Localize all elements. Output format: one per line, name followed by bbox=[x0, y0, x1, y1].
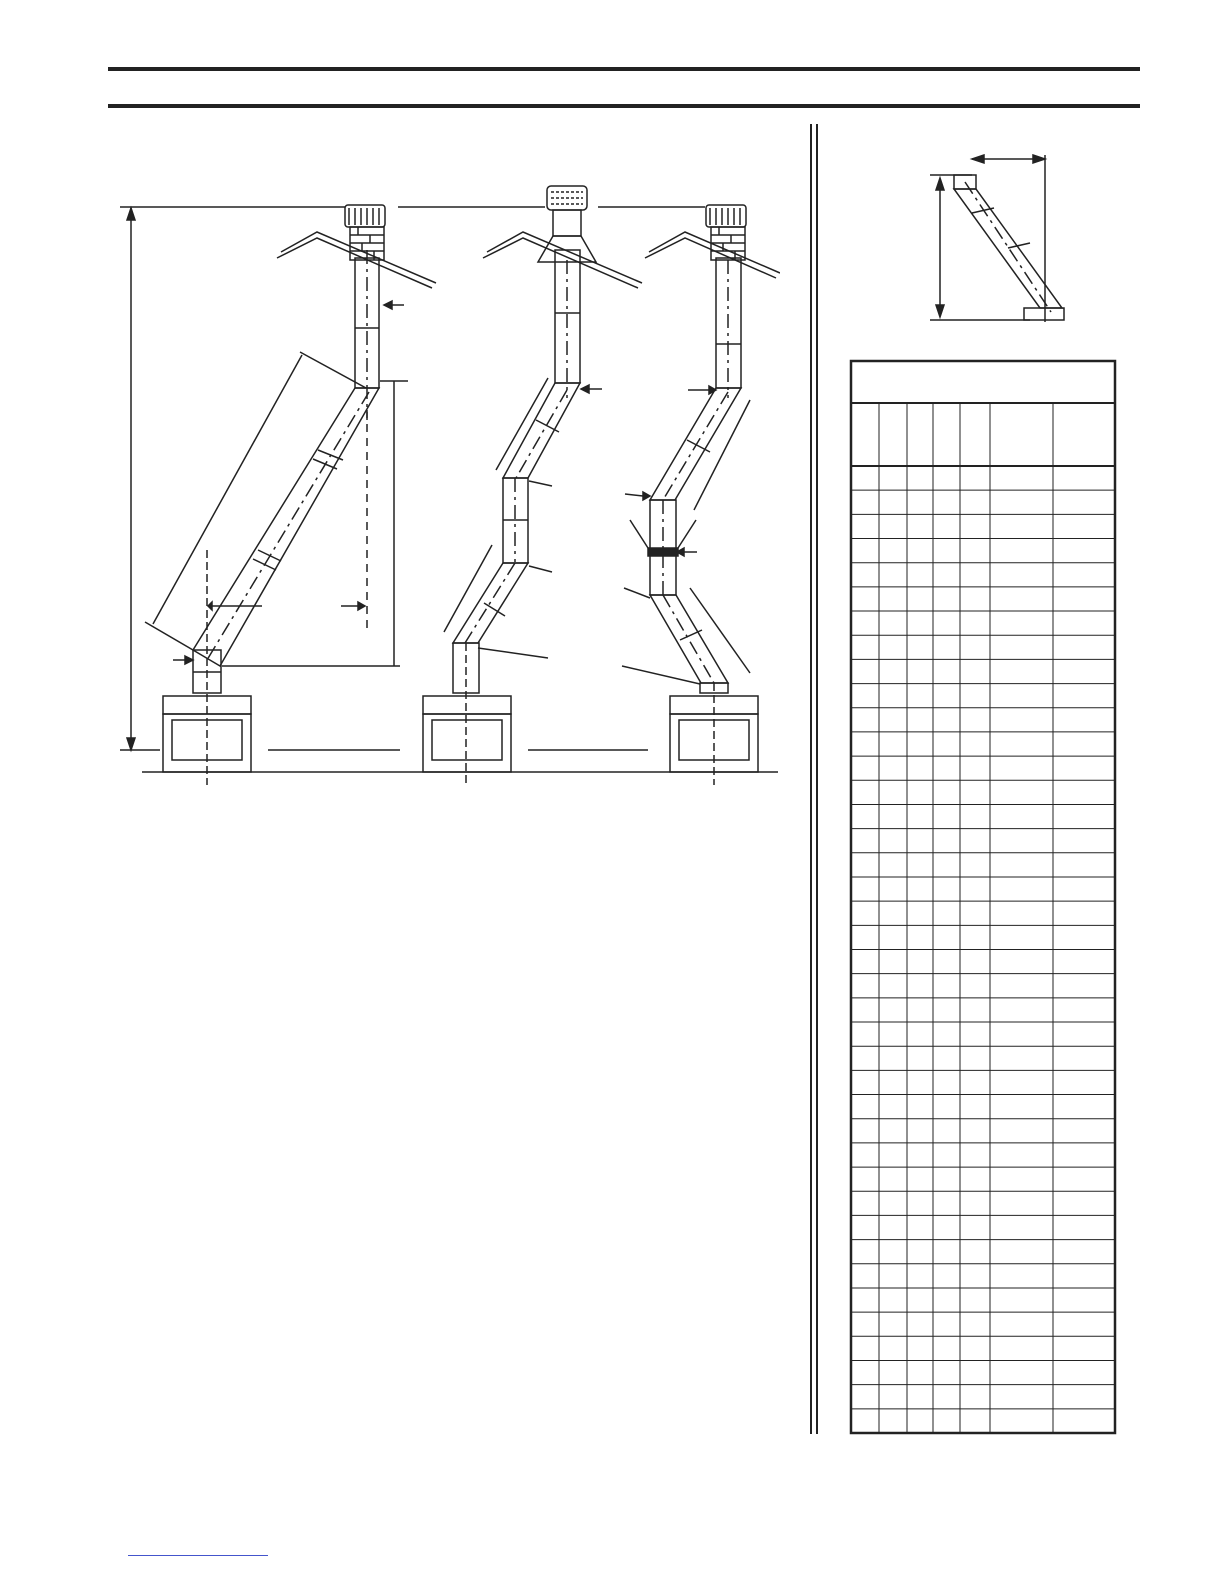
overall-height-dimension bbox=[120, 207, 345, 750]
header-rule-top bbox=[108, 67, 1140, 71]
chimney-offset-installation-diagram bbox=[120, 150, 780, 790]
offset-dimension-detail bbox=[920, 150, 1080, 330]
column-divider-right bbox=[816, 124, 818, 1434]
center-installation bbox=[423, 186, 642, 785]
roof-right bbox=[645, 232, 780, 278]
table-border bbox=[851, 361, 1115, 1433]
footer-link-underline bbox=[128, 1555, 268, 1556]
table-rows bbox=[851, 490, 1115, 1409]
table-columns bbox=[879, 403, 1053, 1433]
column-divider-left bbox=[810, 124, 812, 1434]
roof-center bbox=[483, 232, 642, 288]
right-installation bbox=[622, 205, 780, 785]
firestop-band bbox=[648, 548, 678, 556]
offset-data-table bbox=[848, 358, 1118, 1438]
appliance-top-center bbox=[423, 696, 511, 714]
offset-pipe-left bbox=[193, 388, 379, 666]
appliance-body-center bbox=[423, 714, 511, 772]
left-installation bbox=[145, 205, 436, 785]
header-rule-bottom bbox=[108, 104, 1140, 108]
